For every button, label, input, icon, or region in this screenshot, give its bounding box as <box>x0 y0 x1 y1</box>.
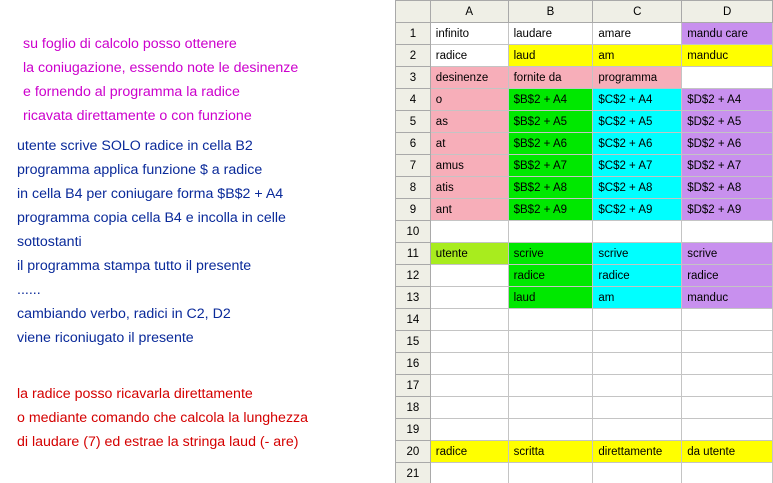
cell-b9[interactable]: $B$2 + A9 <box>508 199 593 221</box>
cell-c14[interactable] <box>593 309 682 331</box>
note-magenta-line: ricavata direttamente o con funzione <box>23 108 252 124</box>
cell-d14[interactable] <box>682 309 773 331</box>
cell-c16[interactable] <box>593 353 682 375</box>
cell-c3[interactable]: programma <box>593 67 682 89</box>
note-blue-line: ...... <box>17 282 41 298</box>
cell-a8[interactable]: atis <box>430 177 508 199</box>
cell-a13[interactable] <box>430 287 508 309</box>
cell-b6[interactable]: $B$2 + A6 <box>508 133 593 155</box>
cell-c12[interactable]: radice <box>593 265 682 287</box>
row-header[interactable]: 18 <box>396 397 431 419</box>
cell-a4[interactable]: o <box>430 89 508 111</box>
note-red-line: la radice posso ricavarla direttamente <box>17 386 253 402</box>
cell-b11[interactable]: scrive <box>508 243 593 265</box>
cell-c1[interactable]: amare <box>593 23 682 45</box>
row-header[interactable]: 5 <box>396 111 431 133</box>
cell-c17[interactable] <box>593 375 682 397</box>
row-header[interactable]: 16 <box>396 353 431 375</box>
cell-d19[interactable] <box>682 419 773 441</box>
row-header[interactable]: 10 <box>396 221 431 243</box>
cell-a19[interactable] <box>430 419 508 441</box>
cell-d5[interactable]: $D$2 + A5 <box>682 111 773 133</box>
row-header[interactable]: 15 <box>396 331 431 353</box>
cell-c6[interactable]: $C$2 + A6 <box>593 133 682 155</box>
cell-a21[interactable] <box>430 463 508 483</box>
cell-b14[interactable] <box>508 309 593 331</box>
row-header[interactable]: 12 <box>396 265 431 287</box>
cell-b17[interactable] <box>508 375 593 397</box>
note-blue-line: utente scrive SOLO radice in cella B2 <box>17 138 253 154</box>
cell-a14[interactable] <box>430 309 508 331</box>
row-header[interactable]: 7 <box>396 155 431 177</box>
cell-b21[interactable] <box>508 463 593 483</box>
cell-b18[interactable] <box>508 397 593 419</box>
row-header[interactable]: 4 <box>396 89 431 111</box>
cell-d16[interactable] <box>682 353 773 375</box>
cell-b20[interactable]: scritta <box>508 441 593 463</box>
cell-b16[interactable] <box>508 353 593 375</box>
cell-d3[interactable] <box>682 67 773 89</box>
cell-d18[interactable] <box>682 397 773 419</box>
note-red-line: di laudare (7) ed estrae la stringa laud (- are) <box>17 434 299 450</box>
cell-a9[interactable]: ant <box>430 199 508 221</box>
cell-a20[interactable]: radice <box>430 441 508 463</box>
cell-a3[interactable]: desinenze <box>430 67 508 89</box>
note-blue-line: cambiando verbo, radici in C2, D2 <box>17 306 231 322</box>
cell-b2[interactable]: laud <box>508 45 593 67</box>
row-header[interactable]: 21 <box>396 463 431 483</box>
cell-c19[interactable] <box>593 419 682 441</box>
cell-c10[interactable] <box>593 221 682 243</box>
cell-b10[interactable] <box>508 221 593 243</box>
cell-a7[interactable]: amus <box>430 155 508 177</box>
column-header-b[interactable]: B <box>508 1 593 23</box>
cell-a15[interactable] <box>430 331 508 353</box>
cell-b12[interactable]: radice <box>508 265 593 287</box>
row-header[interactable]: 17 <box>396 375 431 397</box>
cell-b4[interactable]: $B$2 + A4 <box>508 89 593 111</box>
note-blue-line: programma applica funzione $ a radice <box>17 162 263 178</box>
cell-d13[interactable]: manduc <box>682 287 773 309</box>
note-blue-line: viene riconiugato il presente <box>17 330 194 346</box>
cell-d12[interactable]: radice <box>682 265 773 287</box>
cell-d21[interactable] <box>682 463 773 483</box>
spreadsheet-grid <box>395 0 773 483</box>
cell-a6[interactable]: at <box>430 133 508 155</box>
row-header[interactable]: 1 <box>396 23 431 45</box>
cell-a12[interactable] <box>430 265 508 287</box>
cell-d6[interactable]: $D$2 + A6 <box>682 133 773 155</box>
cell-c11[interactable]: scrive <box>593 243 682 265</box>
cell-a5[interactable]: as <box>430 111 508 133</box>
cell-d8[interactable]: $D$2 + A8 <box>682 177 773 199</box>
note-magenta-line: su foglio di calcolo posso ottenere <box>23 36 237 52</box>
cell-a16[interactable] <box>430 353 508 375</box>
note-red-line: o mediante comando che calcola la lunghezza <box>17 410 309 426</box>
cell-d10[interactable] <box>682 221 773 243</box>
cell-d9[interactable]: $D$2 + A9 <box>682 199 773 221</box>
cell-c15[interactable] <box>593 331 682 353</box>
row-header[interactable]: 13 <box>396 287 431 309</box>
cell-b8[interactable]: $B$2 + A8 <box>508 177 593 199</box>
cell-b7[interactable]: $B$2 + A7 <box>508 155 593 177</box>
cell-d1[interactable]: mandu care <box>682 23 773 45</box>
cell-c2[interactable]: am <box>593 45 682 67</box>
cell-b1[interactable]: laudare <box>508 23 593 45</box>
row-header[interactable]: 9 <box>396 199 431 221</box>
cell-d2[interactable]: manduc <box>682 45 773 67</box>
spreadsheet <box>395 0 773 483</box>
cell-c13[interactable]: am <box>593 287 682 309</box>
note-magenta-line: e fornendo al programma la radice <box>23 84 240 100</box>
cell-c7[interactable]: $C$2 + A7 <box>593 155 682 177</box>
note-blue-line: in cella B4 per coniugare forma $B$2 + A4 <box>17 186 284 202</box>
note-magenta-line: la coniugazione, essendo note le desinenze <box>23 60 299 76</box>
cell-d20[interactable]: da utente <box>682 441 773 463</box>
row-header[interactable]: 2 <box>396 45 431 67</box>
row-header[interactable]: 19 <box>396 419 431 441</box>
cell-d17[interactable] <box>682 375 773 397</box>
cell-c21[interactable] <box>593 463 682 483</box>
cell-b5[interactable]: $B$2 + A5 <box>508 111 593 133</box>
cell-a2[interactable]: radice <box>430 45 508 67</box>
cell-b3[interactable]: fornite da <box>508 67 593 89</box>
cell-d4[interactable]: $D$2 + A4 <box>682 89 773 111</box>
select-all-corner[interactable] <box>396 1 431 23</box>
cell-a11[interactable]: utente <box>430 243 508 265</box>
cell-c9[interactable]: $C$2 + A9 <box>593 199 682 221</box>
note-blue-line: programma copia cella B4 e incolla in celle <box>17 210 286 226</box>
cell-d15[interactable] <box>682 331 773 353</box>
row-header[interactable]: 11 <box>396 243 431 265</box>
cell-c8[interactable]: $C$2 + A8 <box>593 177 682 199</box>
column-header-c[interactable]: C <box>593 1 682 23</box>
cell-d11[interactable]: scrive <box>682 243 773 265</box>
column-header-d[interactable]: D <box>682 1 773 23</box>
cell-a1[interactable]: infinito <box>430 23 508 45</box>
cell-c18[interactable] <box>593 397 682 419</box>
cell-b13[interactable]: laud <box>508 287 593 309</box>
row-header[interactable]: 3 <box>396 67 431 89</box>
cell-a18[interactable] <box>430 397 508 419</box>
row-header[interactable]: 8 <box>396 177 431 199</box>
column-header-a[interactable]: A <box>430 1 508 23</box>
cell-c5[interactable]: $C$2 + A5 <box>593 111 682 133</box>
note-blue-line: sottostanti <box>17 234 82 250</box>
cell-b15[interactable] <box>508 331 593 353</box>
row-header[interactable]: 6 <box>396 133 431 155</box>
cell-b19[interactable] <box>508 419 593 441</box>
row-header[interactable]: 20 <box>396 441 431 463</box>
cell-a17[interactable] <box>430 375 508 397</box>
cell-d7[interactable]: $D$2 + A7 <box>682 155 773 177</box>
cell-a10[interactable] <box>430 221 508 243</box>
note-blue-line: il programma stampa tutto il presente <box>17 258 252 274</box>
cell-c20[interactable]: direttamente <box>593 441 682 463</box>
row-header[interactable]: 14 <box>396 309 431 331</box>
cell-c4[interactable]: $C$2 + A4 <box>593 89 682 111</box>
